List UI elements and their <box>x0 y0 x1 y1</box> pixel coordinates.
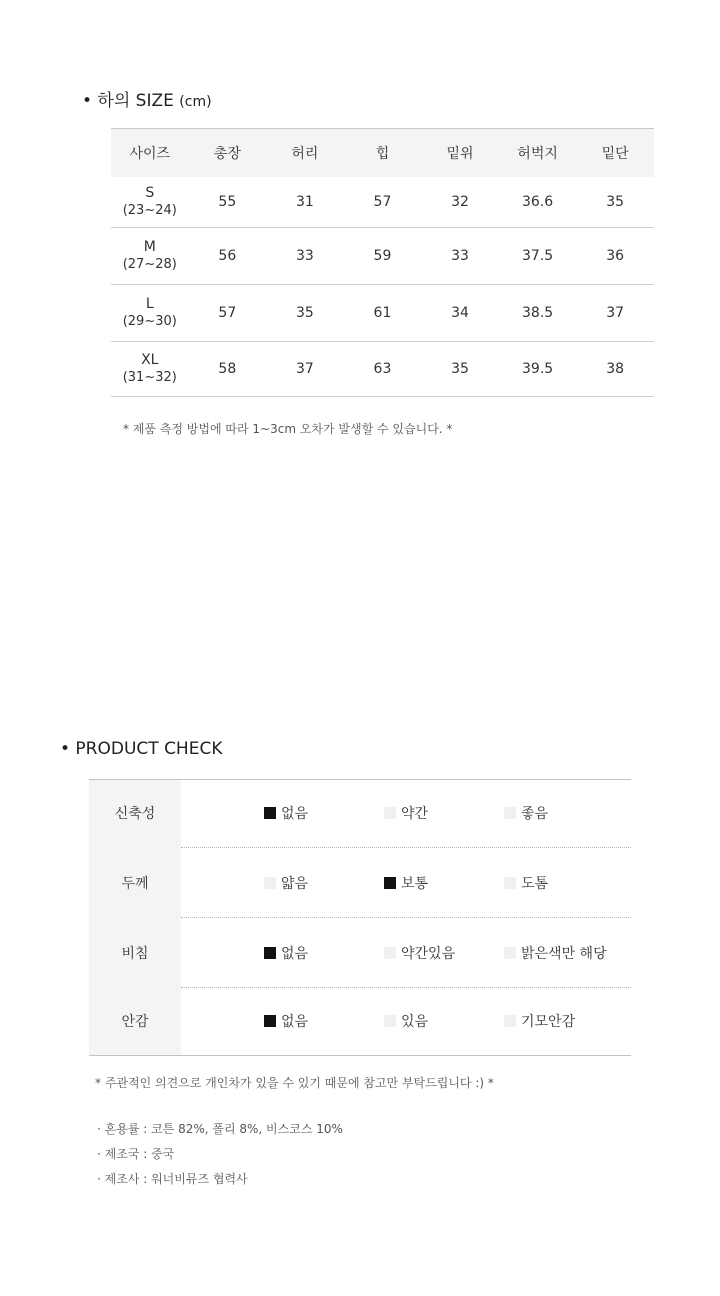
table-row <box>111 228 654 285</box>
table-cell: 37 <box>266 342 344 397</box>
table-cell: 35 <box>421 342 499 397</box>
table-cell: 38 <box>576 342 654 397</box>
option-slight <box>384 780 428 848</box>
column-header-rise: 밑위 <box>421 129 499 177</box>
table-cell: 36.6 <box>499 177 577 228</box>
option-text: 없음 <box>281 946 309 962</box>
table-cell: 56 <box>189 228 267 285</box>
option-text: 도톰 <box>521 876 549 892</box>
table-cell: 37 <box>576 285 654 342</box>
option-text: 없음 <box>281 1014 309 1030</box>
checkbox-empty-icon <box>504 807 516 819</box>
checkbox-empty-icon <box>384 807 396 819</box>
table-cell: 39.5 <box>499 342 577 397</box>
size-range: (31~32) <box>122 370 177 385</box>
table-cell: 34 <box>421 285 499 342</box>
size-heading-unit: (cm) <box>179 94 212 110</box>
product-check-row-thickness <box>89 850 631 918</box>
table-cell: 59 <box>344 228 422 285</box>
option-none <box>264 988 308 1056</box>
option-normal <box>384 850 428 918</box>
size-range: (23~24) <box>122 202 177 218</box>
option-text: 약간있음 <box>401 946 456 962</box>
size-range: (29~30) <box>122 314 177 329</box>
table-cell: 36 <box>576 228 654 285</box>
option-text: 약간 <box>401 806 429 822</box>
option-text: 얇음 <box>281 876 309 892</box>
table-row <box>111 285 654 342</box>
checkbox-checked-icon <box>264 947 276 959</box>
table-row <box>111 342 654 397</box>
size-name: S <box>145 184 155 201</box>
size-name: XL <box>141 352 159 368</box>
size-cell <box>111 342 189 397</box>
option-none <box>264 780 308 848</box>
checkbox-empty-icon <box>504 1015 516 1027</box>
option-light-colors-only <box>504 920 607 988</box>
product-check-note: * 주관적인 의견으로 개인차가 있을 수 있기 때문에 참고만 부탁드립니다 :) * <box>95 1076 494 1090</box>
table-cell: 57 <box>344 177 422 228</box>
checkbox-checked-icon <box>264 807 276 819</box>
size-range: (27~28) <box>122 257 177 272</box>
size-cell <box>111 177 189 228</box>
size-cell <box>111 228 189 285</box>
size-name: M <box>143 239 156 255</box>
column-header-thigh: 허벅지 <box>499 129 577 177</box>
row-label: 신축성 <box>114 806 156 822</box>
size-table <box>111 128 654 397</box>
option-fleece-lining <box>504 988 575 1056</box>
checkbox-empty-icon <box>384 1015 396 1027</box>
option-text: 없음 <box>281 806 309 822</box>
table-cell: 33 <box>266 228 344 285</box>
row-divider <box>181 917 631 918</box>
table-cell: 35 <box>266 285 344 342</box>
row-label: 두께 <box>121 876 149 892</box>
option-none <box>264 920 308 988</box>
column-header-length: 총장 <box>189 129 267 177</box>
product-check-table <box>89 779 631 1056</box>
product-check-heading: • PRODUCT CHECK <box>60 739 223 759</box>
table-cell: 31 <box>266 177 344 228</box>
row-divider <box>181 847 631 848</box>
table-cell: 58 <box>189 342 267 397</box>
option-thick <box>504 850 548 918</box>
table-cell: 38.5 <box>499 285 577 342</box>
table-cell: 63 <box>344 342 422 397</box>
column-header-hip: 힙 <box>344 129 422 177</box>
material-info: · 혼용률 : 코튼 82%, 폴리 8%, 비스코스 10% <box>97 1122 343 1136</box>
table-cell: 32 <box>421 177 499 228</box>
product-check-row-sheerness <box>89 920 631 988</box>
option-text: 기모안감 <box>521 1014 576 1030</box>
option-text: 좋음 <box>521 806 549 822</box>
checkbox-empty-icon <box>504 947 516 959</box>
table-cell: 61 <box>344 285 422 342</box>
checkbox-empty-icon <box>384 947 396 959</box>
table-cell: 37.5 <box>499 228 577 285</box>
product-check-row-stretch <box>89 780 631 848</box>
table-cell: 33 <box>421 228 499 285</box>
column-header-size: 사이즈 <box>111 129 189 177</box>
checkbox-empty-icon <box>264 877 276 889</box>
checkbox-empty-icon <box>504 877 516 889</box>
product-info-list <box>97 1120 343 1195</box>
row-label: 비침 <box>121 946 149 962</box>
size-measurement-note: * 제품 측정 방법에 따라 1~3cm 오차가 발생할 수 있습니다. * <box>123 422 453 436</box>
size-heading-text: • 하의 SIZE <box>82 91 174 111</box>
size-cell <box>111 285 189 342</box>
option-good <box>504 780 548 848</box>
option-text: 밝은색만 해당 <box>521 946 607 962</box>
manufacturer-info: · 제조사 : 워너비뮤즈 협력사 <box>97 1172 248 1186</box>
product-check-row-lining <box>89 988 631 1056</box>
checkbox-checked-icon <box>264 1015 276 1027</box>
table-cell: 55 <box>189 177 267 228</box>
column-header-hem: 밑단 <box>576 129 654 177</box>
table-cell: 57 <box>189 285 267 342</box>
checkbox-checked-icon <box>384 877 396 889</box>
column-header-waist: 허리 <box>266 129 344 177</box>
size-name: L <box>145 296 154 312</box>
option-text: 보통 <box>401 876 429 892</box>
table-cell: 35 <box>576 177 654 228</box>
size-table-header-row <box>111 129 654 177</box>
table-row <box>111 177 654 228</box>
country-info: · 제조국 : 중국 <box>97 1147 175 1161</box>
option-text: 있음 <box>401 1014 429 1030</box>
size-section-heading <box>82 86 212 111</box>
row-label: 안감 <box>121 1014 149 1030</box>
option-thin <box>264 850 308 918</box>
option-slight <box>384 920 455 988</box>
option-yes <box>384 988 428 1056</box>
